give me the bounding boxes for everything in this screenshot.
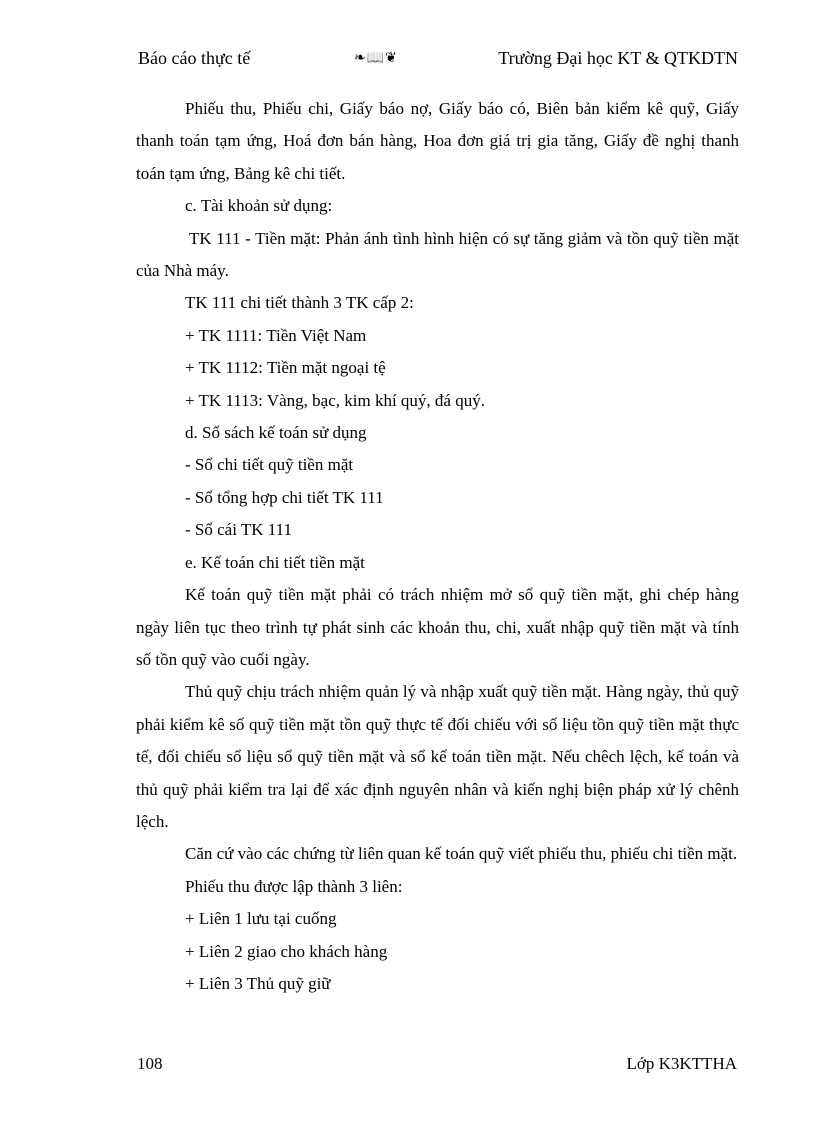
heading-cash-detail: e. Kế toán chi tiết tiền mặt <box>185 552 365 572</box>
paragraph-documents: Phiếu thu, Phiếu chi, Giấy báo nợ, Giấy báo có, Biên bản kiểm kê quỹ, Giấy thanh toán tạm ứng, Hoá đơn bán hàng, Hoa đơn giá trị gia tăng, Giấy đề nghị thanh toán tạm ứng, Bảng kê chi tiết. <box>136 99 739 183</box>
paragraph-cash-accounting: Kế toán quỹ tiền mặt phải có trách nhiệm mở sổ quỹ tiền mặt, ghi chép hàng ngày liên tục theo trình tự phát sinh các khoản thu, chi, xuất nhập quỹ tiền mặt và tính số tồn quỹ vào cuối ngày. <box>136 585 739 669</box>
paragraph-receipt-copies: Phiếu thu được lập thành 3 liên: <box>185 876 403 896</box>
header-university: Trường Đại học KT & QTKDTN <box>498 48 738 68</box>
page-body <box>136 93 739 1000</box>
page-footer <box>137 1054 737 1078</box>
book-ornament-icon: ❧📖❦ <box>354 51 398 66</box>
paragraph-vouchers: Căn cứ vào các chứng từ liên quan kế toán quỹ viết phiếu thu, phiếu chi tiền mặt. <box>185 844 738 864</box>
list-item-copy-2: + Liên 2 giao cho khách hàng <box>185 941 388 961</box>
list-item-copy-3: + Liên 3 Thủ quỹ giữ <box>185 973 331 993</box>
page-number: 108 <box>137 1054 163 1073</box>
heading-accounts-used: c. Tài khoản sử dụng: <box>185 196 333 216</box>
footer-class-name: Lớp K3KTTHA <box>626 1054 737 1073</box>
list-item-tk1113: + TK 1113: Vàng, bạc, kim khí quý, đá quý. <box>185 390 485 410</box>
list-item-ledger-2: - Sổ tổng hợp chi tiết TK 111 <box>185 487 384 507</box>
paragraph-tk111: TK 111 - Tiền mặt: Phản ánh tình hình hiện có sự tăng giảm và tồn quỹ tiền mặt của Nhà máy. <box>136 228 739 281</box>
heading-ledgers: d. Sổ sách kế toán sử dụng <box>185 423 367 443</box>
list-item-tk1112: + TK 1112: Tiền mặt ngoại tệ <box>185 358 386 378</box>
list-item-tk1111: + TK 1111: Tiền Việt Nam <box>185 325 367 345</box>
page-header <box>138 48 738 74</box>
paragraph-treasurer: Thủ quỹ chịu trách nhiệm quản lý và nhập xuất quỹ tiền mặt. Hàng ngày, thủ quỹ phải kiểm kê số quỹ tiền mặt tồn quỹ thực tế đối chiếu với số liệu tồn quỹ tiền mặt thực tế, đối chiếu sổ liệu sổ quỹ tiền mặt và sổ kế toán tiền mặt. Nếu chêch lệch, kế toán và thủ quỹ phải kiểm tra lại để xác định nguyên nhân và kiến nghị biện pháp xử lý chênh lệch. <box>136 682 739 831</box>
list-item-ledger-1: - Sổ chi tiết quỹ tiền mặt <box>185 455 354 475</box>
header-report-title: Báo cáo thực tế <box>138 48 251 68</box>
list-item-copy-1: + Liên 1 lưu tại cuống <box>185 909 337 929</box>
paragraph-tk111-detail: TK 111 chi tiết thành 3 TK cấp 2: <box>185 293 414 313</box>
list-item-ledger-3: - Sổ cái TK 111 <box>185 520 293 540</box>
